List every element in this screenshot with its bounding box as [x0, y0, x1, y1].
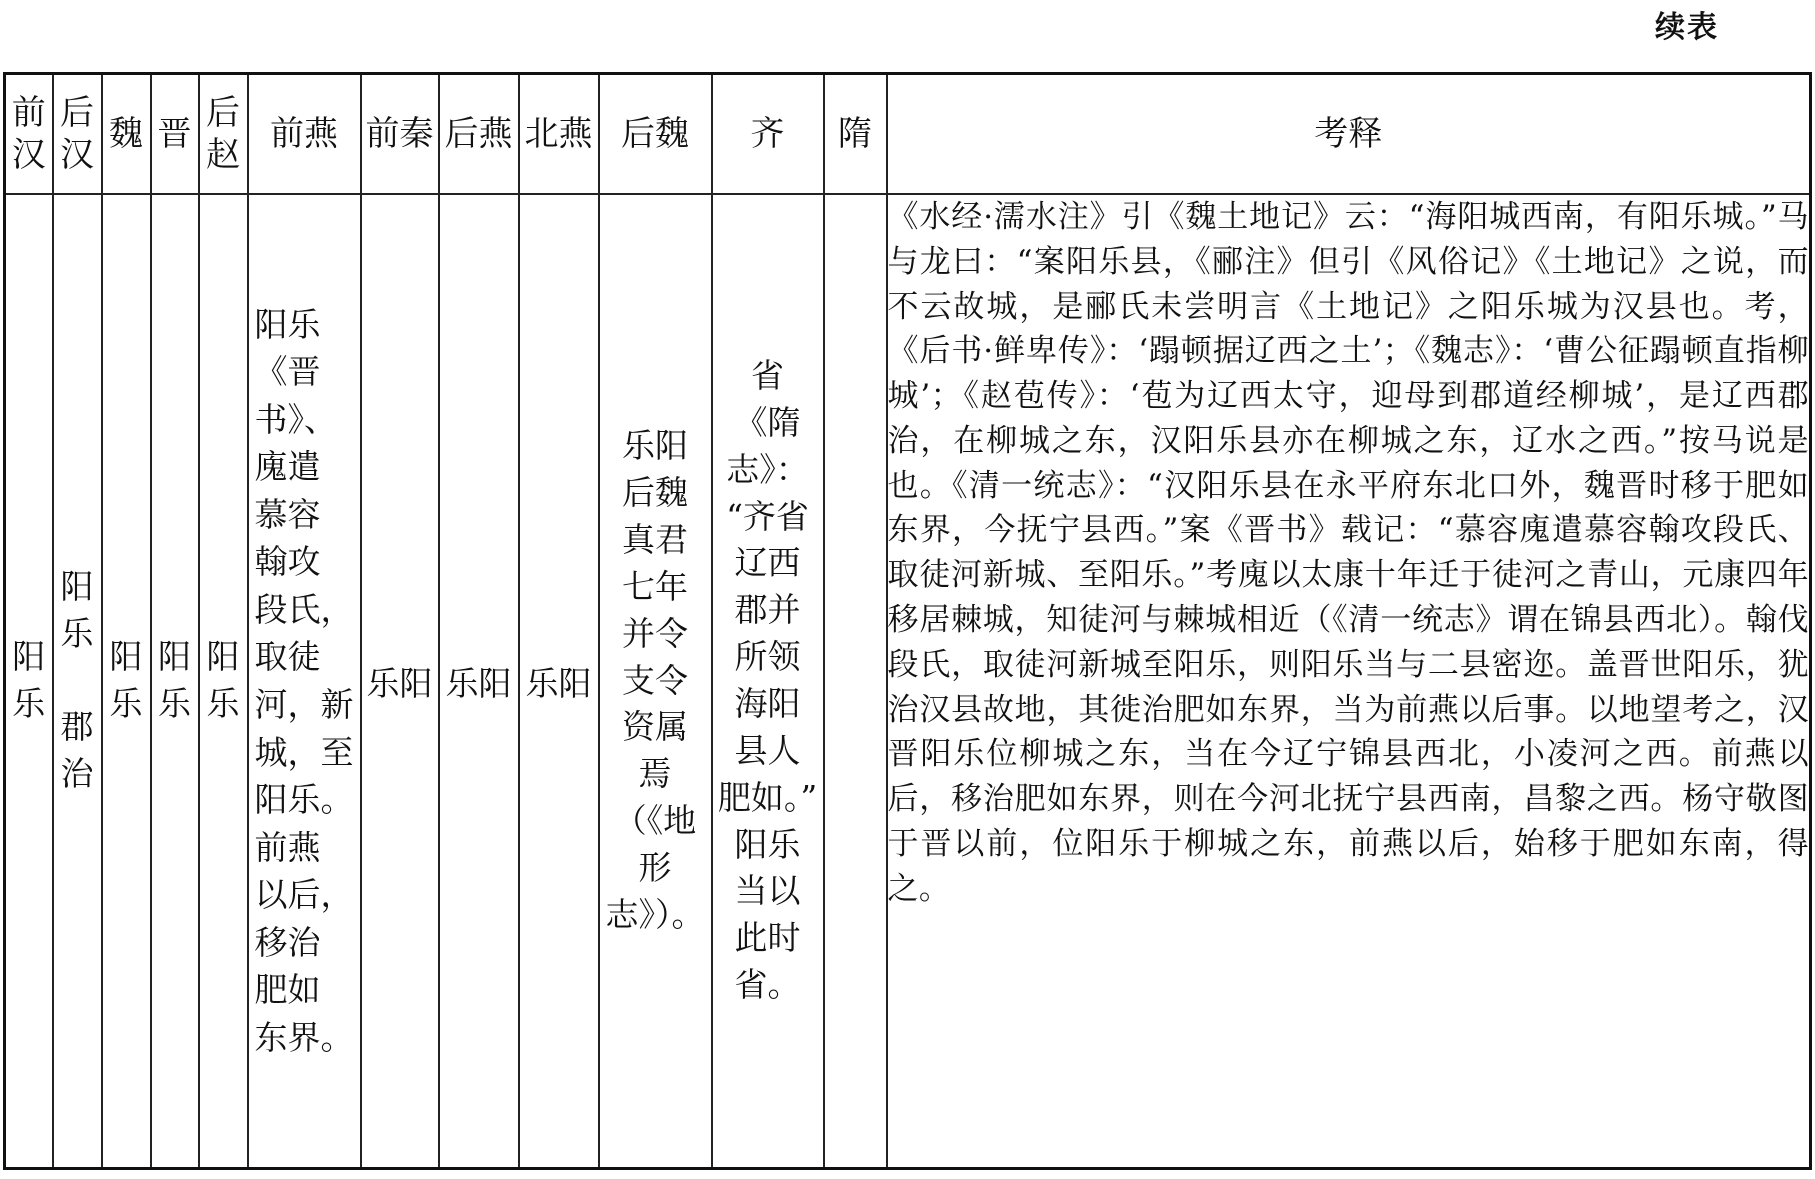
cell-qi [712, 194, 824, 1169]
cell-line: 海阳 [734, 684, 801, 723]
header-line: 后 [60, 92, 94, 133]
cell-line: 城，至 [254, 732, 354, 772]
cell-line: 真君 [622, 519, 688, 559]
cell-line [61, 658, 94, 705]
cell-line: 辽西 [734, 543, 801, 583]
header-bei-yan [519, 74, 599, 195]
cell-line: 县人 [734, 730, 801, 770]
cell-line: 慕容 [254, 494, 321, 534]
header-line: 后燕 [444, 113, 513, 154]
cell-line: 乐 [158, 684, 191, 723]
cell-hou-zhao [199, 194, 248, 1169]
cell-line: 支令 [622, 660, 688, 700]
cell-line: 郡并 [734, 590, 801, 630]
cell-line: 当以 [734, 871, 801, 911]
cell-line: 形志》）。 [605, 848, 705, 934]
header-notes [887, 74, 1811, 195]
cell-line: 以后， [254, 875, 354, 915]
cell-line: 肥如。” [717, 777, 818, 817]
cell-line: 郡 [60, 707, 94, 747]
cell-bei-yan: 乐阳 [519, 194, 599, 1169]
cell-line: 阳 [12, 637, 46, 677]
cell-qian-qin: 乐阳 [361, 194, 439, 1169]
header-qian-han [5, 74, 53, 195]
cell-line: 乐 [109, 684, 143, 723]
cell-jin [151, 194, 199, 1169]
cell-line: 并令 [622, 613, 688, 653]
cell-line: 省 [751, 355, 784, 395]
cell-line: 移治 [254, 922, 321, 962]
cell-hou-han [53, 194, 102, 1169]
cell-line: 《隋志》： [726, 402, 809, 489]
cell-line: 省。 [734, 965, 801, 1005]
cell-line: 河，新 [254, 685, 354, 724]
cell-line: 阳乐。 [254, 780, 354, 820]
cell-line: 《晋 [254, 352, 321, 392]
cell-line: 书》、 [254, 399, 337, 439]
header-qian-qin [361, 74, 439, 195]
cell-line: “齐省 [726, 496, 809, 536]
cell-qian-yan [248, 194, 361, 1169]
header-qi [712, 74, 824, 195]
header-line: 前 [11, 92, 46, 133]
table-row [5, 194, 1811, 1169]
header-wei [102, 74, 151, 195]
cell-line: 乐阳 [622, 426, 688, 466]
cell-line: 后魏 [622, 473, 688, 513]
cell-line: 阳 [158, 637, 191, 677]
cell-line: 乐 [206, 684, 240, 723]
header-sui [824, 74, 887, 195]
header-line: 魏 [109, 113, 143, 154]
cell-qian-han [5, 194, 53, 1169]
cell-line: 阳 [206, 637, 240, 677]
cell-line: 此时 [734, 918, 801, 958]
header-line: 前燕 [270, 113, 338, 154]
header-line: 晋 [157, 113, 192, 154]
header-hou-wei [599, 74, 712, 195]
cell-line: 阳乐 [734, 824, 801, 864]
header-hou-han [53, 74, 102, 195]
header-line: 前秦 [365, 113, 434, 154]
cell-line: 肥如 [254, 970, 321, 1010]
cell-line: 所领 [734, 637, 801, 677]
cell-line: 焉（《地 [613, 754, 697, 841]
continued-table-label: 续表 [1655, 10, 1719, 45]
cell-hou-yan: 乐阳 [439, 194, 519, 1169]
header-line: 隋 [838, 113, 872, 154]
header-hou-yan [439, 74, 519, 195]
cell-line: 取徒 [254, 637, 321, 677]
header-line: 齐 [750, 113, 785, 154]
cell-sui [824, 194, 887, 1169]
gazetteer-table [3, 72, 1812, 1170]
header-line: 考释 [1314, 113, 1383, 154]
cell-line: 七年 [622, 566, 688, 606]
header-line: 赵 [206, 135, 240, 175]
cell-line: 资属 [622, 707, 688, 747]
notes-text: 《水经·濡水注》引《魏土地记》云：“海阳城西南，有阳乐城。”马与龙曰：“案阳乐县，《郦注》但引《风俗记》《土地记》之说，而不云故城，是郦氏未尝明言《土地记》之阳乐城为汉县也。考，《后书·鲜卑传》：‘蹋顿据辽西之土’；《魏志》：‘曹公征蹋顿直指柳城’；《赵苞传》：‘苞为辽西太守，迎母到郡道经柳城’，是辽西郡治，在柳城之东，汉阳乐县亦在柳城之东，辽水之西。”按马说是也。《清一统志》：“汉阳乐县在永平府东北口外，魏晋时移于肥如东界，今抚宁县西。”案《晋书》载记：“慕容廆遣慕容翰攻段氏、取徒河新城、至阳乐。”考廆以太康十年迁于徒河之青山，元康四年移居棘城，知徒河与棘城相近（《清一统志》谓在锦县西北）。翰伐段氏，取徒河新城至阳乐，则阳乐当与二县密迩。盖晋世阳乐，犹治汉县故地，其徙治肥如东界，当为前燕以后事。以地望考之，汉晋阳乐位柳城之东，当在今辽宁锦县西北，小凌河之西。前燕以后，移治肥如东界，则在今河北抚宁县西南，昌黎之西。杨守敬图于晋以前，位阳乐于柳城之东，前燕以后，始移于肥如东南，得之。 [887, 199, 1809, 907]
header-line: 北燕 [524, 113, 593, 154]
header-row [5, 74, 1811, 195]
cell-line: 段氏， [254, 589, 354, 629]
header-qian-yan [248, 74, 361, 195]
cell-wei [102, 194, 151, 1169]
cell-line: 翰攻 [254, 542, 321, 582]
cell-line: 阳 [60, 566, 94, 606]
cell-notes [887, 194, 1811, 1169]
cell-line: 前燕 [254, 827, 321, 867]
cell-line: 阳 [109, 637, 143, 677]
header-line: 后 [206, 92, 240, 133]
header-jin [151, 74, 199, 195]
cell-line: 廆遣 [254, 447, 321, 487]
cell-line: 治 [60, 754, 94, 794]
cell-hou-wei [599, 194, 712, 1169]
header-line: 汉 [60, 135, 94, 175]
cell-line: 乐 [60, 613, 94, 653]
header-line: 后魏 [621, 113, 689, 154]
header-line: 汉 [11, 135, 46, 175]
cell-line: 乐 [12, 684, 46, 723]
cell-line: 东界。 [254, 1017, 354, 1057]
cell-line: 阳乐 [254, 304, 321, 344]
header-hou-zhao [199, 74, 248, 195]
